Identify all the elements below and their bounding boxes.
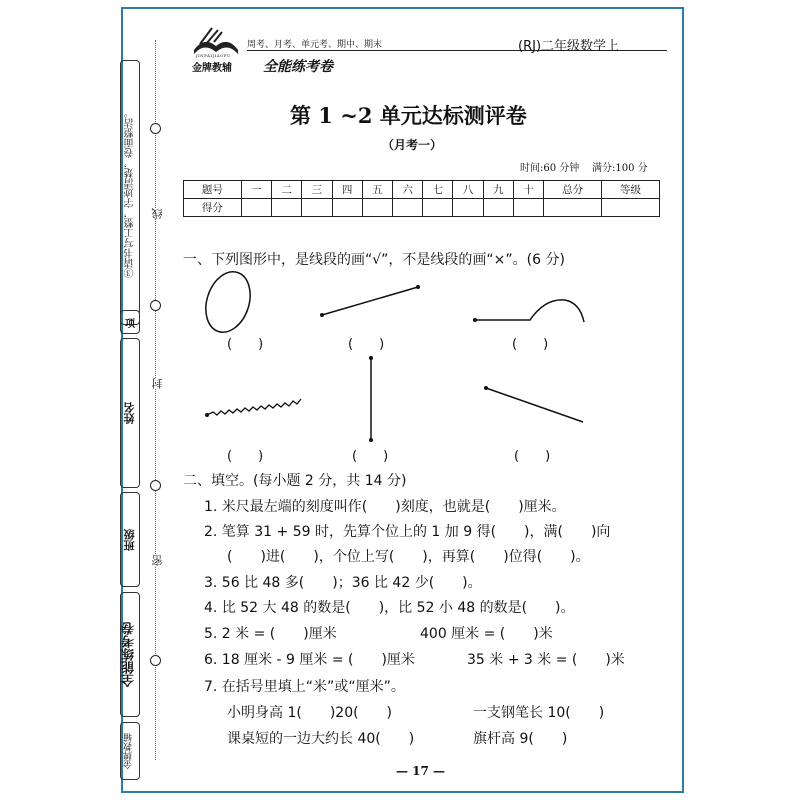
answer-blank[interactable]: ( ): [227, 337, 264, 352]
cut-line-word-feng: 封: [151, 378, 164, 389]
table-cell: 二: [272, 181, 302, 199]
score-table-score-row: [184, 199, 660, 217]
answer-blank[interactable]: ( ): [512, 337, 549, 352]
q2-item-6a: 6. 18 厘米 - 9 厘米 = ( )厘米: [204, 652, 415, 668]
table-cell: 得分: [184, 199, 242, 217]
figure-ray: [486, 388, 583, 422]
score-cell[interactable]: [544, 199, 602, 217]
table-cell: 题号: [184, 181, 242, 199]
publisher-box: [120, 722, 140, 780]
table-cell: 四: [332, 181, 362, 199]
answer-blank[interactable]: ( ): [352, 449, 389, 464]
q2-item-2: 2. 笔算 31 + 59 时，先算个位上的 1 加 9 得( )，满( )向: [204, 524, 611, 540]
page-number: — 17 —: [396, 764, 446, 778]
notice-text: ③请书写工整，字迹清楚，卷面整洁。: [124, 107, 136, 278]
q2-item-7a: 小明身高 1( )20( ): [227, 705, 393, 721]
score-cell[interactable]: [362, 199, 392, 217]
answer-blank[interactable]: ( ): [348, 337, 385, 352]
q2-item-7: 7. 在括号里填上“米”或“厘米”。: [204, 679, 405, 695]
binding-strip: [118, 30, 142, 780]
table-cell: 三: [302, 181, 332, 199]
name-label: 姓名: [122, 402, 136, 424]
score-cell[interactable]: [453, 199, 483, 217]
table-cell: 等级: [602, 181, 660, 199]
q2-item-1: 1. 米尺最左端的刻度叫作( )刻度，也就是( )厘米。: [204, 499, 566, 515]
table-cell: 十: [513, 181, 543, 199]
binding-hole: [150, 123, 161, 134]
figure-wavy-line: [207, 399, 301, 415]
q2-item-5b: 400 厘米 = ( )米: [420, 626, 553, 642]
score-cell[interactable]: [602, 199, 660, 217]
brand-box: [120, 592, 140, 717]
class-box: [120, 492, 140, 587]
score-cell[interactable]: [513, 199, 543, 217]
q2-item-3: 3. 56 比 48 多( )；36 比 42 少( )。: [204, 575, 482, 591]
q2-item-5a: 5. 2 米 = ( )厘米: [204, 626, 337, 642]
cut-line-word-xian: 线: [151, 208, 164, 219]
figure-line-with-arc: [475, 300, 584, 322]
logo-text: 金牌教辅: [192, 63, 232, 74]
table-cell: 六: [393, 181, 423, 199]
item-label: 项: [125, 318, 135, 330]
score-cell[interactable]: [332, 199, 362, 217]
edition-text: (RJ)二年级数学上: [518, 39, 620, 54]
score-cell[interactable]: [483, 199, 513, 217]
brand-label: 全能练考卷: [121, 622, 137, 687]
page-subtitle: （月考一）: [382, 138, 443, 152]
answer-blank[interactable]: ( ): [514, 449, 551, 464]
score-table: [183, 180, 660, 217]
exam-info: 时间:60 分钟 满分:100 分: [520, 163, 648, 174]
page-title: 第 1 ~2 单元达标测评卷: [290, 103, 527, 128]
figure-segment: [322, 287, 418, 315]
binding-hole: [150, 655, 161, 666]
series-text: 周考、月考、单元考、期中、期末: [247, 40, 383, 50]
table-cell: 七: [423, 181, 453, 199]
item-label-box: [120, 310, 140, 334]
table-cell: 五: [362, 181, 392, 199]
q2-title: 二、填空。(每小题 2 分，共 14 分): [183, 473, 407, 489]
q2-item-2-cont: ( )进( )，个位上写( )，再算( )位得( )。: [227, 549, 590, 565]
q2-item-7b: 一支钢笔长 10( ): [473, 705, 605, 721]
answer-blank[interactable]: ( ): [227, 449, 264, 464]
series-title: 全能练考卷: [263, 59, 333, 75]
table-cell: 九: [483, 181, 513, 199]
table-cell: 八: [453, 181, 483, 199]
binding-hole: [150, 480, 161, 491]
table-cell: 一: [241, 181, 271, 199]
name-box: [120, 338, 140, 488]
publisher-label: 金牌教辅: [124, 733, 135, 769]
score-cell[interactable]: [272, 199, 302, 217]
binding-hole: [150, 300, 161, 311]
cut-line: [155, 40, 156, 760]
q2-item-4: 4. 比 52 大 48 的数是( )，比 52 小 48 的数是( )。: [204, 600, 575, 616]
q2-item-7c: 课桌短的一边大约长 40( ): [227, 731, 415, 747]
figure-ellipse: [198, 270, 257, 338]
q2-item-6b: 35 米 + 3 米 = ( )米: [467, 652, 625, 668]
notice-box: [120, 60, 140, 325]
cut-line-word-mi: 密: [151, 555, 164, 566]
score-table-header-row: [184, 181, 660, 199]
score-cell[interactable]: [302, 199, 332, 217]
class-label: 班级: [122, 528, 136, 551]
q1-title: 一、下列图形中，是线段的画“√”，不是线段的画“×”。(6 分): [183, 252, 565, 268]
q1-figures: [180, 270, 660, 450]
score-cell[interactable]: [393, 199, 423, 217]
q2-item-7d: 旗杆高 9( ): [473, 731, 568, 747]
score-cell[interactable]: [241, 199, 271, 217]
score-cell[interactable]: [423, 199, 453, 217]
logo-pinyin: JINPAIJIAOFU: [196, 53, 231, 58]
table-cell: 总分: [544, 181, 602, 199]
